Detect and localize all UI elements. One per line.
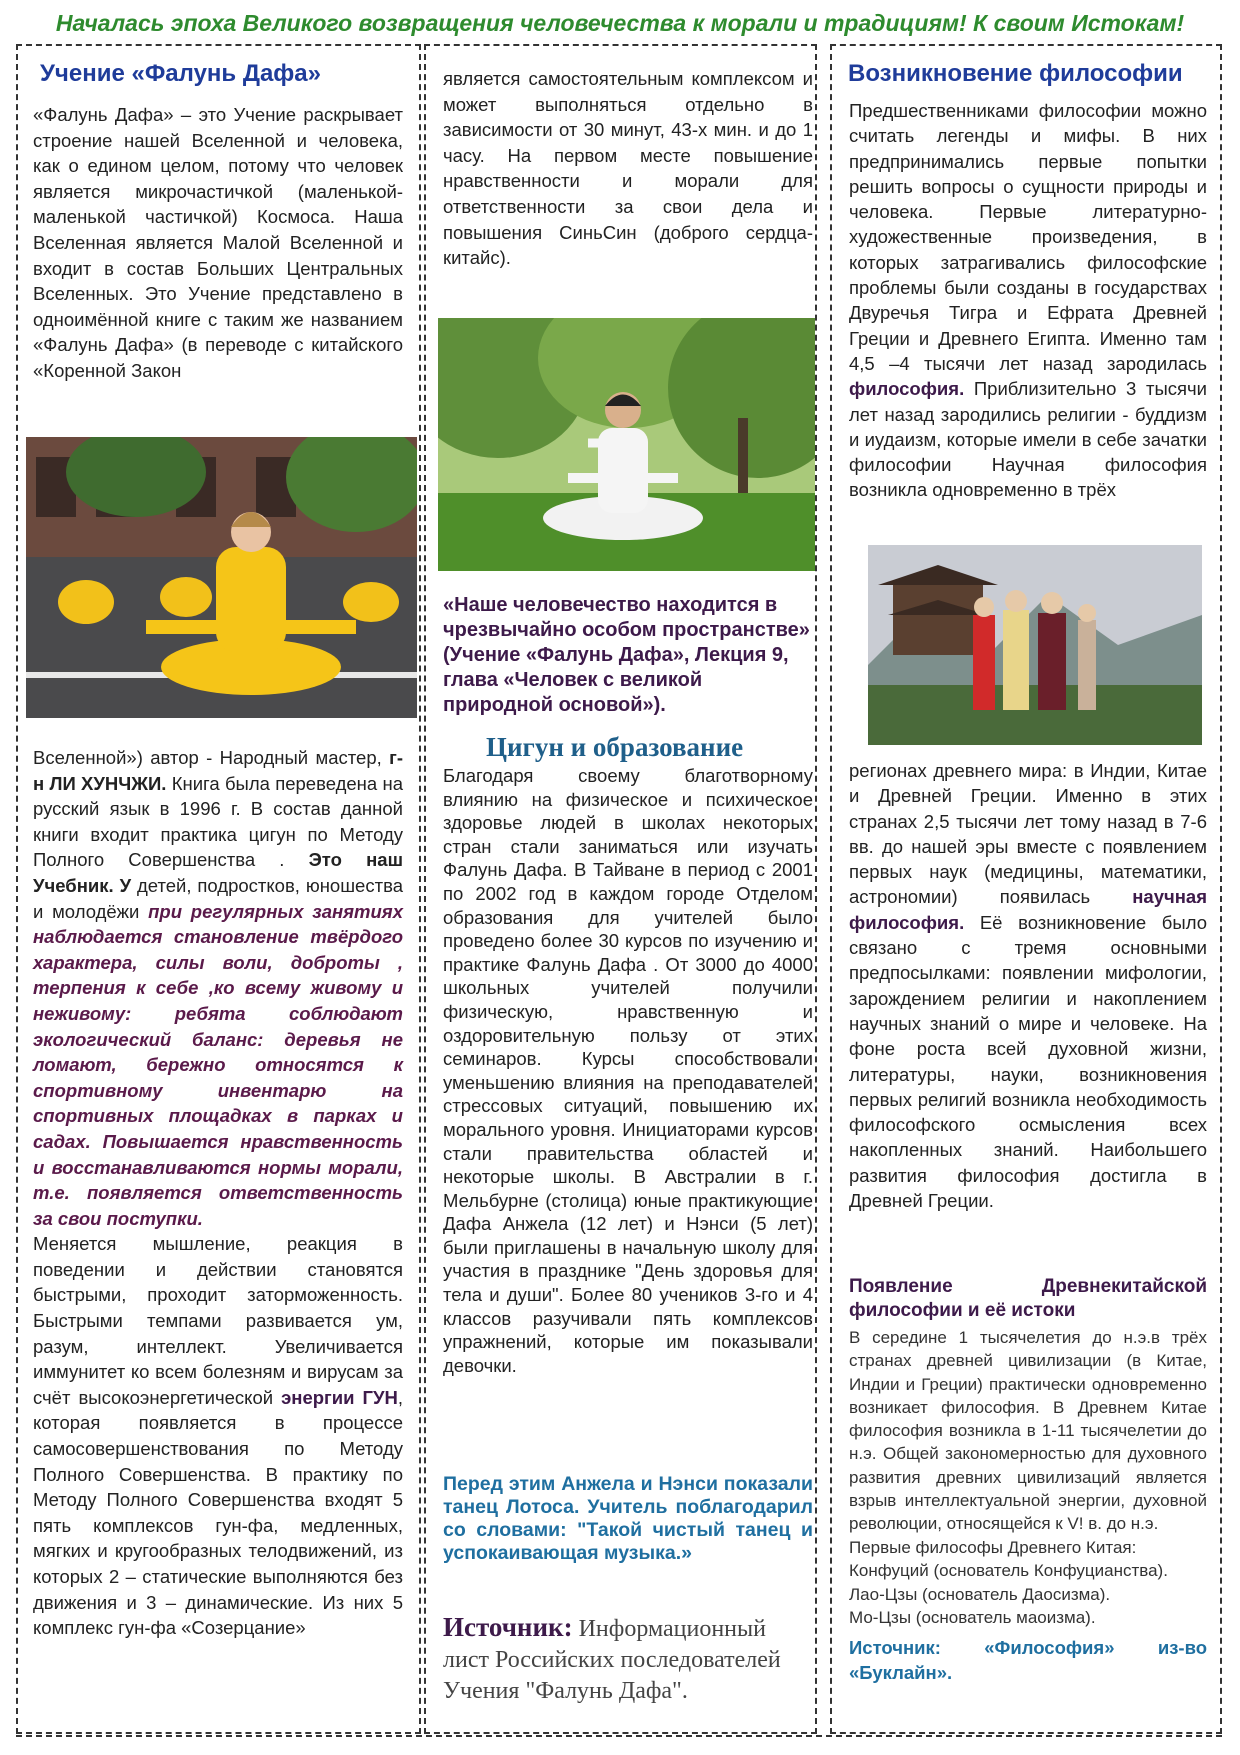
source-text: Информационный лист Российских последователей Учения "Фалунь Дафа". xyxy=(443,1616,781,1704)
lotus-dance-note: Перед этим Анжела и Нэнси показали танец Лотоса. Учитель поблагодарил со словами: "Такой чистый танец и успокаивающая музыка.» xyxy=(443,1473,813,1564)
philosophy-origins: Предшественниками философии можно считать легенды и мифы. В них предпринимались первые попытки решить вопросы о сущности природы и человека. Первые литературно-художественные произведения, в которых затрагивались философские проблемы были созданы в государствах Двуречья Тигра и Ефрата Древней Греции и Древнего Египта. Именно там 4,5 –4 тысячи лет назад зародилась xyxy=(849,100,1207,374)
falun-dafa-author-text: Вселенной») автор - Народный мастер, xyxy=(33,747,390,768)
chinese-philosophy-text: В середине 1 тысячелетия до н.э.в трёх странах древней цивилизации (в Китае, Индии и Греции) практически одновременно возникает философия. В Древнем Китае философия возникла в 1-11 тысячелетии до н.э. Общей закономерностью для духовного развития древних цивилизаций является взрыв интеллектуальной энергии, духовной революции, относящейся к V! в. до н.э. xyxy=(849,1328,1207,1534)
philosopher-confucius: Конфуций (основатель Конфуцианства). xyxy=(849,1561,1168,1581)
falun-dafa-intro: «Фалунь Дафа» – это Учение раскрывает строение нашей Вселенной и человека, как о едином целом, потому что человек является микрочастичкой (маленькой-маленькой частичкой) Космоса. Наша Вселенная является Малой Вселенной и входит в состав Больших Центральных Вселенных. Это Учение представлено в одноимённой книге с таким же названием «Фалунь Дафа» (в переводе с китайского «Коренной Закон xyxy=(33,104,403,381)
book-description: Книга была переведена на русский язык в 1996 г. В состав данной книги входит практика цигун по Методу Полного Совершенства . xyxy=(33,772,403,871)
bottom-divider xyxy=(16,1735,1222,1737)
regions-text: регионах древнего мира: в Индии, Китае и Древней Греции. Именно в этих странах 2,5 тысячи лет тому назад в 7-6 вв. до нашей эры вместе с появлением первых наук (медицины, математики, астрономии) появилась xyxy=(849,760,1207,908)
philosopher-mozi: Мо-Цзы (основатель маоизма). xyxy=(849,1607,1096,1627)
philosophy-intro xyxy=(849,98,1207,503)
meditation-group-photo xyxy=(26,437,417,718)
falun-dafa-body xyxy=(33,745,403,1641)
practice-text: , которая появляется в процессе самосовершенствования по Методу Полного Совершенства. В практику по Методу Полного Совершенства входят 5 пять комплексов гун-фа, медленных, мягких и кругообразных телодвижений, из которых 2 – статические выполняются без движения и 3 – динамические. Из них 5 комплекс гун-фа «Созерцание» xyxy=(33,1386,403,1639)
qigong-body: Благодаря своему благотворному влиянию на физическое и психическое здоровье людей в школах некоторых стран стали заниматься или изучать Фалунь Дафа. В Тайване в период с 2001 по 2002 год в каждом городе Отделом образования для учителей было проведено более 30 курсов по изучению и практике Фалунь Дафа . От 3000 до 4000 школьных учителей получили физическую, нравственную и оздоровительную пользу от этих семинаров. Курсы способствовали уменьшению влияния на преподавателей стрессовых ситуаций, повышению их морального уровня. Инициаторами курсов стали правительства областей и некоторые школы. В Австралии в г. Мельбурне (столица) юные практикующие Дафа Анжела (12 лет) и Нэнси (5 лет) были приглашены в начальную школу для участия в празднике "День здоровья для тела и души". Более 80 учеников 3-го и 4 классов разучивали пять комплексов упражнений, которые им показывали девочки. xyxy=(443,765,813,1376)
philosophy-word: философия. xyxy=(849,378,965,400)
author-name: г-н ЛИ ХУНЧЖИ. xyxy=(33,747,403,794)
preconditions-text: Её возникновение было связано с тремя основными предпосылками: появлении мифологии, зарождением религии и накоплением научных знаний о мире и человеке. На фоне роста всей духовной жизни, литературы, науки, возникновения первых религий возникла необходимость философского осмысления всех накопленных знаний. Наибольшего развития философия достигла в Древней Греции. xyxy=(849,911,1207,1212)
complex-text: является самостоятельным комплексом и может выполняться отдельно в зависимости от 30 минут, 43-х мин. и до 1 часу. На первом месте повышение нравственности и морали для ответственности за свои дела и повышения СиньСин (доброго сердца-китайс). xyxy=(443,68,813,269)
gun-energy: энергии ГУН xyxy=(281,1386,398,1408)
park-meditation-photo xyxy=(438,318,815,571)
textbook-note: Это наш Учебник. У xyxy=(33,849,403,896)
source-col2 xyxy=(443,1612,813,1707)
philosopher-laozi: Лао-Цзы (основатель Даосизма). xyxy=(849,1584,1111,1604)
philosophy-title: Возникновение философии xyxy=(848,60,1183,87)
chinese-philosophy-subhead: Появление Древнекитайской философии и её истоки xyxy=(849,1276,1207,1321)
page-banner: Началась эпоха Великого возвращения человечества к морали и традициям! К своим Истокам! xyxy=(55,10,1185,36)
falun-dafa-title: Учение «Фалунь Дафа» xyxy=(40,60,321,87)
philosophy-body xyxy=(849,758,1207,1213)
thinking-text: Меняется мышление, реакция в поведении и действии становятся быстрыми, проходит заторможенность. Быстрыми темпами развивается ум, разум, интеллект. Увеличивается иммунитет ко всем болезням и вирусам за счёт высокоэнергетической xyxy=(33,1233,403,1408)
scientific-philosophy: научная философия. xyxy=(849,886,1207,933)
source-label: Источник: xyxy=(443,1612,573,1642)
lecture-quote: «Наше человечество находится в чрезвычайно особом пространстве» (Учение «Фалунь Дафа», Лекция 9, глава «Человек с великой природной основой»). xyxy=(443,594,810,716)
source-col3: Источник: «Философия» из-во «Буклайн». xyxy=(849,1637,1207,1683)
philosophers-list-title: Первые философы Древнего Китая: xyxy=(849,1538,1137,1557)
benefits-italic: при регулярных занятиях наблюдается становление твёрдого характера, силы воли, доброты , терпения к себе ,ко всему живому и неживому: ребята соблюдают экологический баланс: деревья не ломают, бережно относятся к спортивному инвентарю на спортивных площадках в парках и садах. Повышается нравственность и восстанавливаются нормы морали, т.е. появляется ответственность за свои поступки. xyxy=(33,900,403,1229)
religion-text: Приблизительно 3 тысячи лет назад зародились религии - буддизм и иудаизм, которые имели в себе зачатки философии Научная философия возникла одновременно в трёх xyxy=(849,378,1207,501)
philosophers-photo xyxy=(868,545,1202,745)
qigong-heading: Цигун и образование xyxy=(486,732,744,762)
audience-text: детей, подростков, юношества и молодёжи xyxy=(33,874,403,922)
first-philosophers xyxy=(849,1536,1207,1629)
